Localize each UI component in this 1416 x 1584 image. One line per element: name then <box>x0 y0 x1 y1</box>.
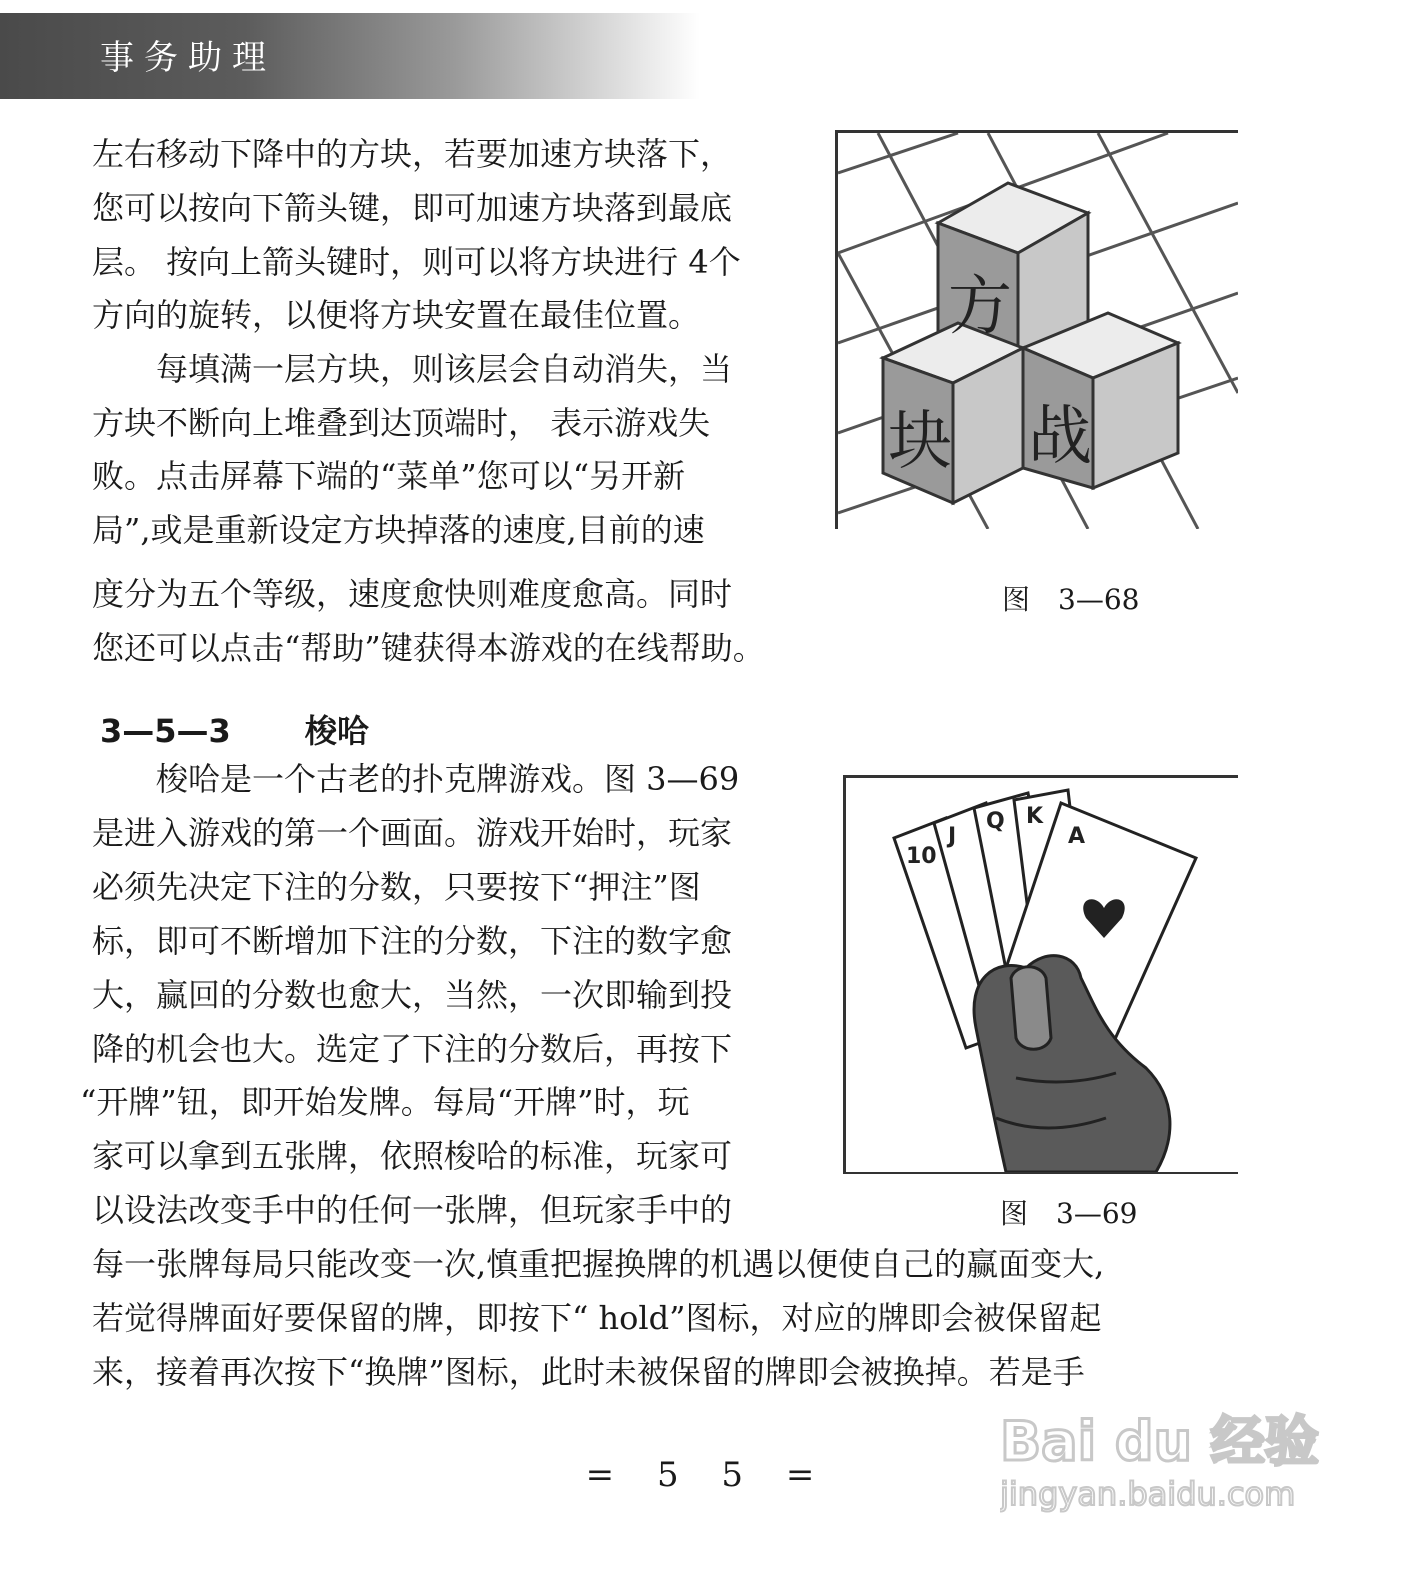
text-line: 若觉得牌面好要保留的牌，即按下“ hold”图标，对应的牌即会被保留起 <box>92 1299 1102 1337</box>
text-line: “开牌”钮，即开始发牌。每局“开牌”时，玩 <box>80 1083 690 1121</box>
card-rank: A <box>1068 824 1086 849</box>
text-line: 左右移动下降中的方块，若要加速方块落下， <box>92 135 733 173</box>
text-line: 方块不断向上堆叠到达顶端时， 表示游戏失 <box>92 404 711 442</box>
running-header-title: 事务助理 <box>100 38 276 78</box>
cube-char: 方 <box>948 270 1012 344</box>
text-line: 您还可以点击“帮助”键获得本游戏的在线帮助。 <box>92 629 765 667</box>
text-line: 方向的旋转，以便将方块安置在最佳位置。 <box>92 296 701 334</box>
cube-char: 战 <box>1028 400 1092 474</box>
text-line: 是进入游戏的第一个画面。游戏开始时，玩家 <box>92 814 733 852</box>
cubes-illustration <box>838 133 1238 529</box>
text-line: 家可以拿到五张牌，依照梭哈的标准，玩家可 <box>92 1137 733 1175</box>
watermark-url: jingyan.baidu.com <box>1000 1475 1296 1513</box>
page-number: = 5 5 = <box>585 1455 831 1495</box>
text-line: 每一张牌每局只能改变一次,慎重把握换牌的机遇以便使自己的赢面变大, <box>92 1245 1105 1283</box>
text-line: 每填满一层方块，则该层会自动消失，当 <box>92 350 733 388</box>
text-line: 降的机会也大。选定了下注的分数后，再按下 <box>92 1030 733 1068</box>
section-heading <box>100 706 369 752</box>
figure-caption: 图 3—69 <box>1000 1197 1138 1230</box>
text-line: 必须先决定下注的分数，只要按下“押注”图 <box>92 868 701 906</box>
text-line: 度分为五个等级，速度愈快则难度愈高。同时 <box>92 575 733 613</box>
text-line: 您可以按向下箭头键，即可加速方块落到最底 <box>92 189 733 227</box>
card-rank: J <box>948 824 957 849</box>
text-line: 以设法改变手中的任何一张牌，但玩家手中的 <box>92 1191 733 1229</box>
text-line: 大，赢回的分数也愈大，当然，一次即输到投 <box>92 976 733 1014</box>
card-rank: K <box>1026 804 1044 829</box>
figure-poker-hand <box>843 775 1238 1174</box>
card-rank: Q <box>986 809 1005 834</box>
text-line: 来，接着再次按下“换牌”图标，此时未被保留的牌即会被换掉。若是手 <box>92 1353 1085 1391</box>
text-line: 梭哈是一个古老的扑克牌游戏。图 3—69 <box>92 760 740 798</box>
watermark-brand: Bai du 经验 <box>1000 1410 1319 1473</box>
text-line: 败。点击屏幕下端的“菜单”您可以“另开新 <box>92 457 686 495</box>
section-title: 梭哈 <box>305 712 370 750</box>
baidu-jingyan-watermark <box>1000 1400 1330 1520</box>
poker-hand-illustration <box>846 778 1238 1172</box>
figure-caption: 图 3—68 <box>1002 583 1140 616</box>
card-rank: 10 <box>906 844 937 869</box>
figure-tetris-cubes <box>835 130 1238 529</box>
cube-char: 块 <box>888 405 952 479</box>
text-line: 局”,或是重新设定方块掉落的速度,目前的速 <box>92 511 705 549</box>
text-line: 标，即可不断增加下注的分数，下注的数字愈 <box>92 922 733 960</box>
section-number: 3—5—3 <box>100 712 231 750</box>
text-line: 层。 按向上箭头键时，则可以将方块进行 4个 <box>92 243 741 281</box>
